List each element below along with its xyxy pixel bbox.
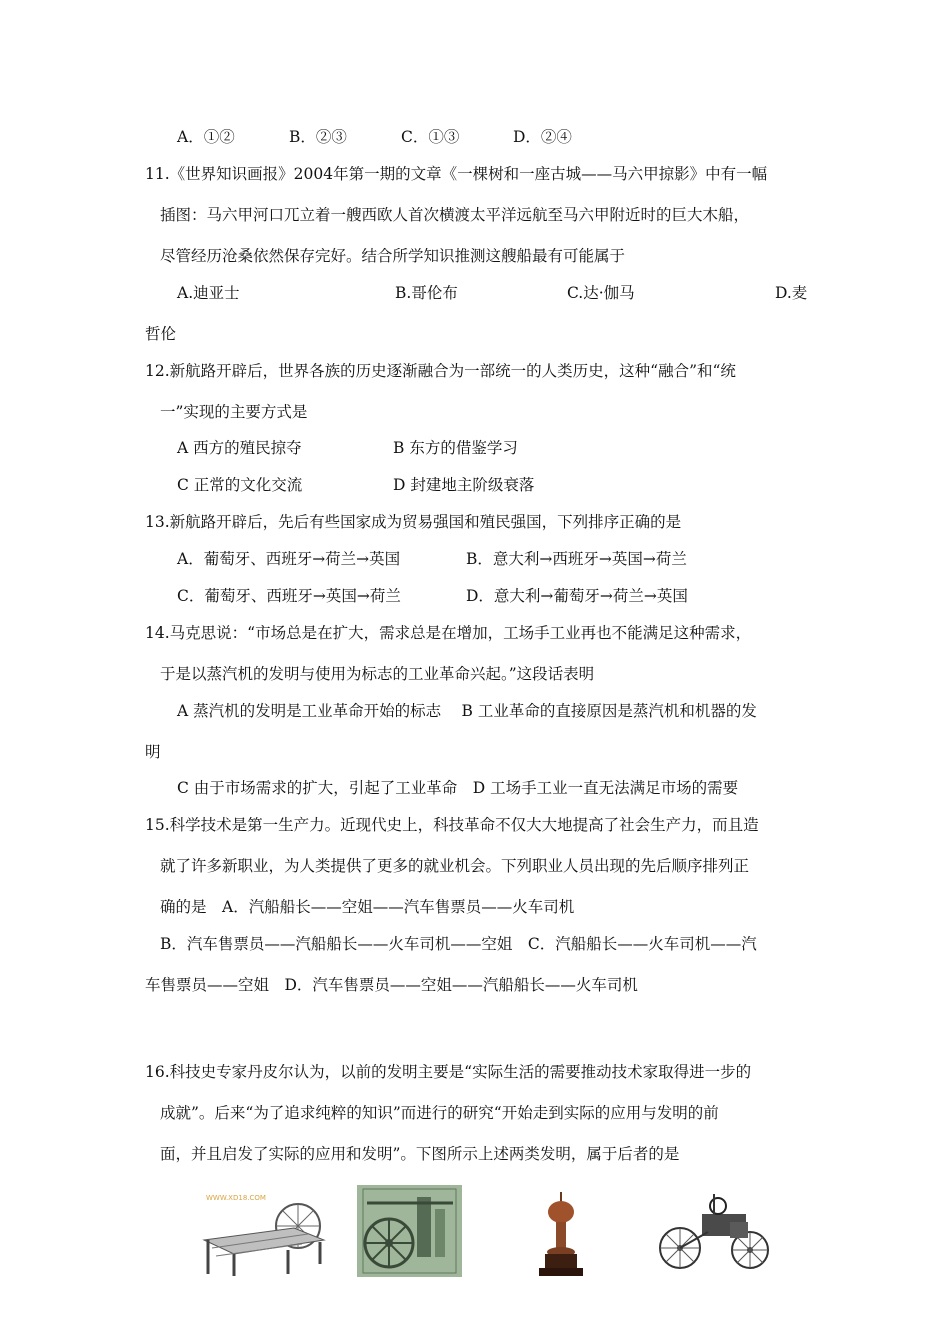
q13-stem: 13.新航路开辟后，先后有些国家成为贸易强国和殖民强国，下列排序正确的是 — [145, 513, 682, 531]
q10-option-b: B．②③ — [289, 128, 347, 146]
q13-option-d: D．意大利→葡萄牙→荷兰→英国 — [466, 587, 688, 605]
q12-option-c: C 正常的文化交流 — [177, 476, 303, 494]
q12-stem-line-2: 一”实现的主要方式是 — [160, 403, 308, 421]
q11-stem-line-1: 11.《世界知识画报》2004年第一期的文章《一棵树和一座古城——马六甲掠影》中有一幅 — [145, 165, 768, 183]
q16-stem-line-1: 16.科技史专家丹皮尔认为，以前的发明主要是“实际生活的需要推动技术家取得进一步的 — [145, 1063, 752, 1081]
q14-option-b-wrap: 明 — [145, 743, 161, 761]
q11-option-d: D.麦 — [775, 284, 808, 302]
image-watermark: WWW.XD18.COM — [206, 1194, 266, 1202]
q12-stem-line-1: 12.新航路开辟后，世界各族的历史逐渐融合为一部统一的人类历史，这种“融合”和“统 — [145, 362, 736, 380]
steam-engine-image — [357, 1185, 462, 1277]
spinning-jenny-image — [198, 1188, 328, 1278]
q14-options-cd: C 由于市场需求的扩大，引起了工业革命 D 工场手工业一直无法满足市场的需要 — [177, 779, 739, 797]
motor-car-image — [658, 1192, 773, 1280]
q11-option-c: C.达·伽马 — [567, 284, 635, 302]
q10-option-c: C．①③ — [401, 128, 460, 146]
q12-option-b: B 东方的借鉴学习 — [393, 439, 518, 457]
q13-option-b: B．意大利→西班牙→英国→荷兰 — [466, 550, 687, 568]
q12-option-a: A 西方的殖民掠夺 — [177, 439, 302, 457]
q11-option-d-wrap: 哲伦 — [145, 325, 177, 343]
electric-apparatus-image — [536, 1190, 586, 1280]
q16-stem-line-2: 成就”。后来“为了追求纯粹的知识”而进行的研究“开始走到实际的应用与发明的前 — [160, 1104, 719, 1122]
q11-stem-line-3: 尽管经历沧桑依然保存完好。结合所学知识推测这艘船最有可能属于 — [160, 247, 626, 265]
q11-stem-line-2: 插图：马六甲河口兀立着一艘西欧人首次横渡太平洋远航至马六甲附近时的巨大木船， — [160, 206, 750, 224]
q12-option-d: D 封建地主阶级衰落 — [393, 476, 535, 494]
q14-stem-line-2: 于是以蒸汽机的发明与使用为标志的工业革命兴起。”这段话表明 — [160, 665, 595, 683]
q15-options-line-1: B．汽车售票员——汽船船长——火车司机——空姐 C．汽船船长——火车司机——汽 — [160, 935, 757, 953]
q14-stem-line-1: 14.马克思说：“市场总是在扩大，需求总是在增加，工场手工业再也不能满足这种需求， — [145, 624, 752, 642]
q16-stem-line-3: 面，并且启发了实际的应用和发明”。下图所示上述两类发明，属于后者的是 — [160, 1145, 680, 1163]
q11-option-a: A.迪亚士 — [177, 284, 240, 302]
q15-stem-line-3: 确的是 A．汽船船长——空姐——汽车售票员——火车司机 — [160, 898, 575, 916]
q11-option-b: B.哥伦布 — [395, 284, 458, 302]
q15-stem-line-2: 就了许多新职业，为人类提供了更多的就业机会。下列职业人员出现的先后顺序排列正 — [160, 857, 750, 875]
q14-options-ab: A 蒸汽机的发明是工业革命开始的标志 B 工业革命的直接原因是蒸汽机和机器的发 — [177, 702, 757, 720]
q13-option-a: A．葡萄牙、西班牙→荷兰→英国 — [177, 550, 401, 568]
q13-option-c: C．葡萄牙、西班牙→英国→荷兰 — [177, 587, 401, 605]
q10-option-d: D．②④ — [513, 128, 572, 146]
q15-stem-line-1: 15.科学技术是第一生产力。近现代史上，科技革命不仅大大地提高了社会生产力，而且造 — [145, 816, 759, 834]
q15-options-line-2: 车售票员——空姐 D．汽车售票员——空姐——汽船船长——火车司机 — [145, 976, 638, 994]
q10-option-a: A．①② — [177, 128, 235, 146]
